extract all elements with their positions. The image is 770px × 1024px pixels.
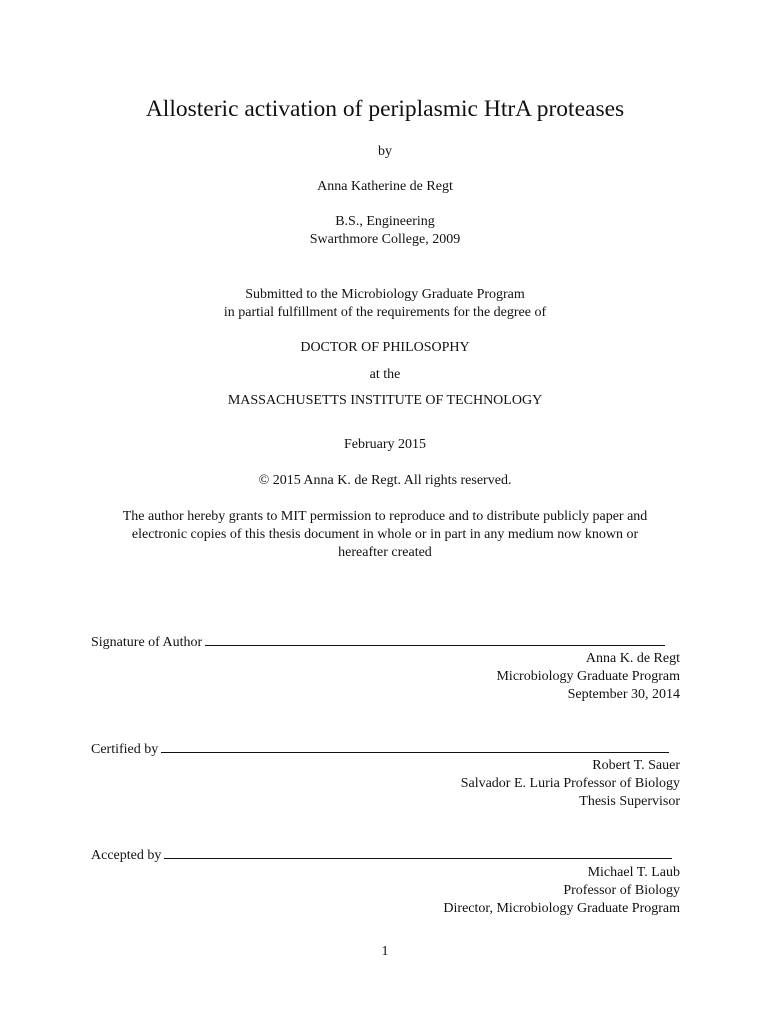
degree-name: DOCTOR OF PHILOSOPHY (300, 340, 470, 355)
author-signature-row (91, 633, 665, 652)
certified-signature-label: Certified by (91, 742, 159, 757)
certified-signer-role: Thesis Supervisor (579, 794, 680, 809)
permission-line-1: The author hereby grants to MIT permission to reproduce and to distribute publicly paper and (122, 509, 648, 524)
page-number: 1 (381, 944, 389, 959)
thesis-title: Allosteric activation of periplasmic HtrA proteases (145, 96, 625, 122)
author-signer-program: Microbiology Graduate Program (496, 669, 680, 684)
permission-statement (85, 508, 685, 562)
certified-signature-row (91, 740, 669, 759)
permission-line-2: electronic copies of this thesis document in whole or in part in any medium now known or (131, 527, 639, 542)
submission-date: February 2015 (343, 437, 427, 452)
accepted-signer-title: Professor of Biology (563, 883, 680, 898)
prior-college: Swarthmore College, 2009 (309, 232, 461, 247)
accepted-signature-row (91, 846, 672, 865)
institution-name: MASSACHUSETTS INSTITUTE OF TECHNOLOGY (227, 393, 543, 408)
certified-signature-line (161, 740, 669, 753)
by-line: by (378, 144, 392, 159)
author-signature-line (205, 633, 665, 646)
permission-line-3: hereafter created (338, 545, 432, 560)
submitted-line-2: in partial fulfillment of the requirements for the degree of (223, 305, 547, 320)
at-the: at the (369, 367, 401, 382)
accepted-signer-role: Director, Microbiology Graduate Program (443, 901, 680, 916)
author-signer-date: September 30, 2014 (567, 687, 680, 702)
certified-signer-title: Salvador E. Luria Professor of Biology (460, 776, 680, 791)
submitted-line-1: Submitted to the Microbiology Graduate Program (245, 287, 525, 302)
accepted-signature-label: Accepted by (91, 848, 162, 863)
accepted-signature-line (164, 846, 672, 859)
prior-degree: B.S., Engineering (335, 214, 435, 229)
author-signature-label: Signature of Author (91, 635, 203, 650)
author-signer-name: Anna K. de Regt (585, 651, 680, 666)
certified-signer-name: Robert T. Sauer (592, 758, 680, 773)
author-name: Anna Katherine de Regt (317, 179, 453, 194)
accepted-signer-name: Michael T. Laub (587, 865, 680, 880)
copyright-notice: © 2015 Anna K. de Regt. All rights reserved. (258, 473, 512, 488)
